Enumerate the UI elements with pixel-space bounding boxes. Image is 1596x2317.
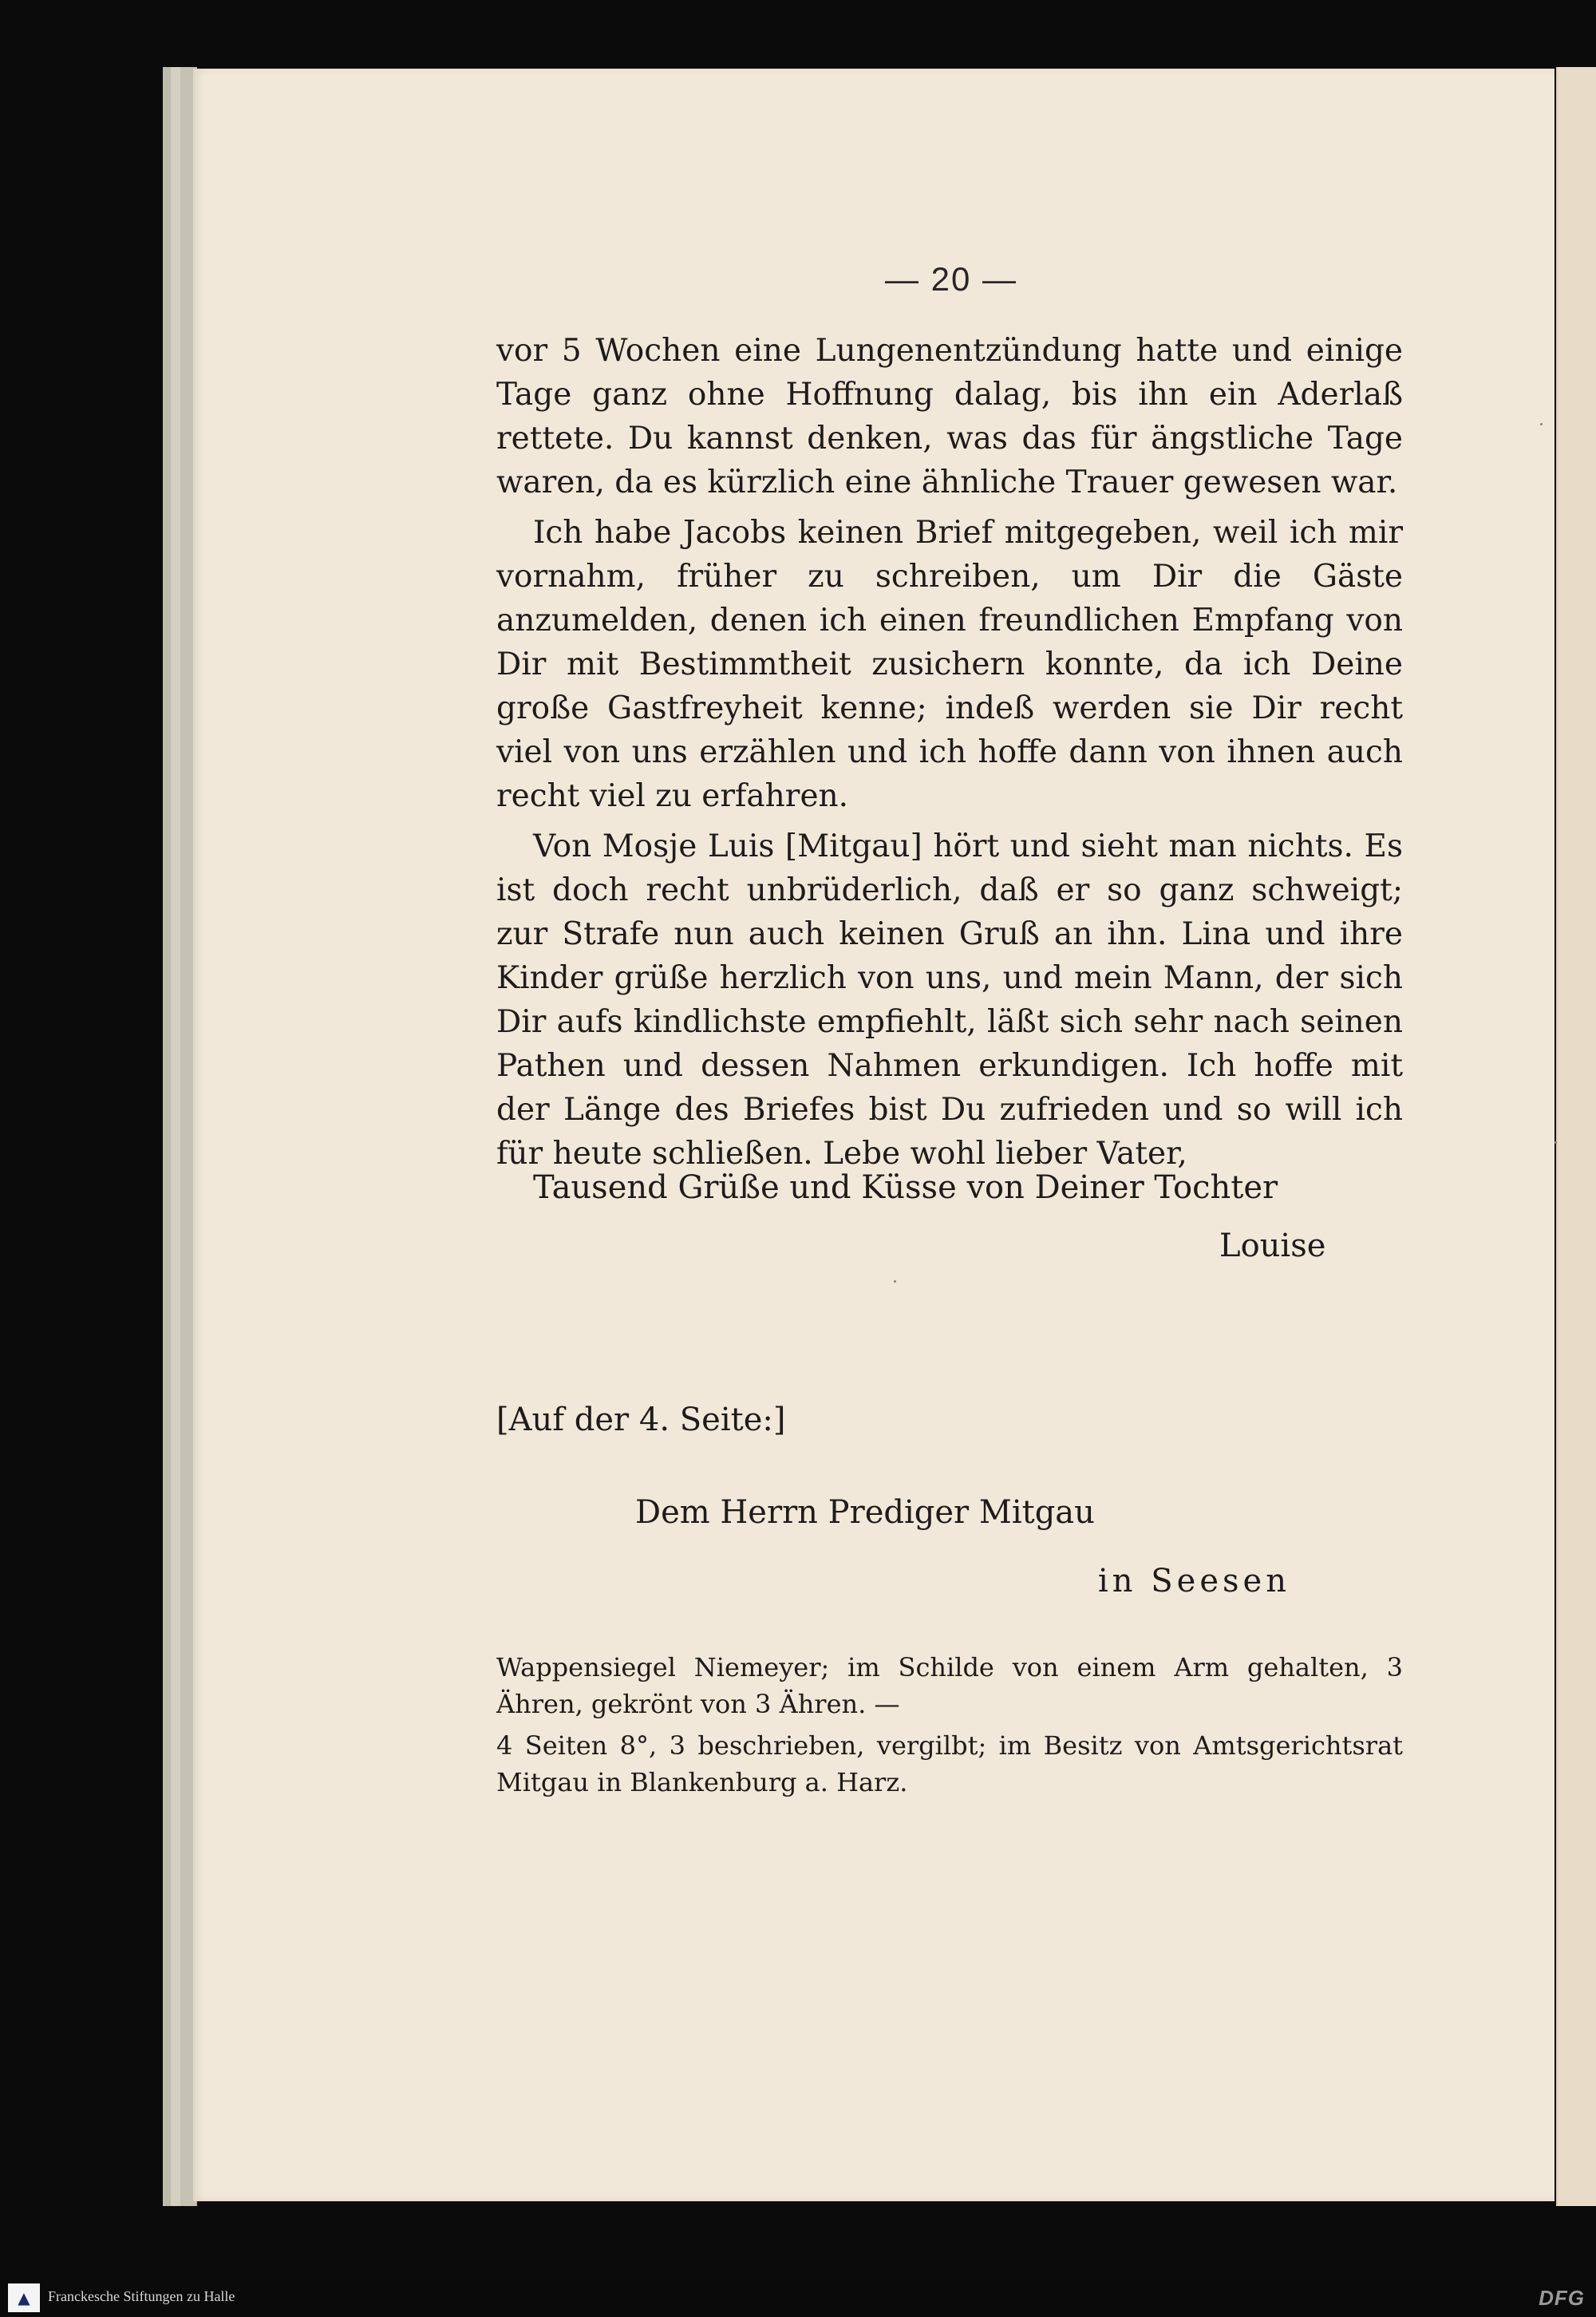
facing-page-edge [1556,67,1596,2206]
francke-foundation-logo-icon[interactable]: ▲ [8,2283,40,2312]
letter-paragraph: Von Mosje Luis [Mitgau] hört und sieht man nichts. Es ist doch recht unbrüderlich, daß er so ganz schweigt; zur Strafe nun auch keinen Gruß an ihn. Lina und ihre Kinder grüße herzlich von uns, und mein Mann, der sich Dir aufs kindlichste empfiehlt, läßt sich sehr nach seinen Pathen und dessen Nahmen erkundigen. Ich hoffe mit der Länge des Briefes bist Du zufrieden und so will ich für heute schließen. Lebe wohl lieber Vater, [496,828,1403,1172]
page-number: — 20 — [884,260,1018,298]
address-note: [Auf der 4. Seite:] [496,1402,786,1438]
footnote-seal: Wappensiegel Niemeyer; im Schilde von einem Arm gehalten, 3 Ähren, gekrönt von 3 Ähren. — [496,1652,1403,1719]
paper-speck [1555,1141,1557,1144]
letter-signature: Louise [1219,1228,1326,1264]
footnote-provenance: 4 Seiten 8°, 3 beschrieben, vergilbt; im Besitz von Amtsgerichtsrat Mitgau in Blankenburg a. Harz. [496,1730,1403,1797]
letter-paragraph: vor 5 Wochen eine Lungenentzündung hatte und einige Tage ganz ohne Hoffnung dalag, bis ihn ein Aderlaß rettete. Du kannst denken, was das für ängstliche Tage waren, da es kürzlich eine ähnliche Trauer gewesen war. [496,333,1403,500]
letter-body [496,329,1403,1182]
institution-name: Franckesche Stiftungen zu Halle [48,2288,235,2304]
paper-speck [1540,423,1543,425]
dfg-logo: DFG [1539,2286,1585,2310]
address-location: in Seesen [1098,1563,1290,1599]
letter-closing: Tausend Grüße und Küsse von Deiner Tochter [533,1169,1278,1206]
address-recipient: Dem Herrn Prediger Mitgau [635,1494,1095,1531]
paper-speck [894,1280,896,1283]
viewer-footer [0,2279,1596,2317]
letter-paragraph: Ich habe Jacobs keinen Brief mitgegeben, weil ich mir vornahm, früher zu schreiben, um Dir die Gäste anzumelden, denen ich einen freundlichen Empfang von Dir mit Bestimmtheit zusichern konnte, da ich Deine große Gastfreyheit kenne; indeß werden sie Dir recht viel von uns erzählen und ich hoffe dann von ihnen auch recht viel zu erfahren. [496,515,1403,814]
